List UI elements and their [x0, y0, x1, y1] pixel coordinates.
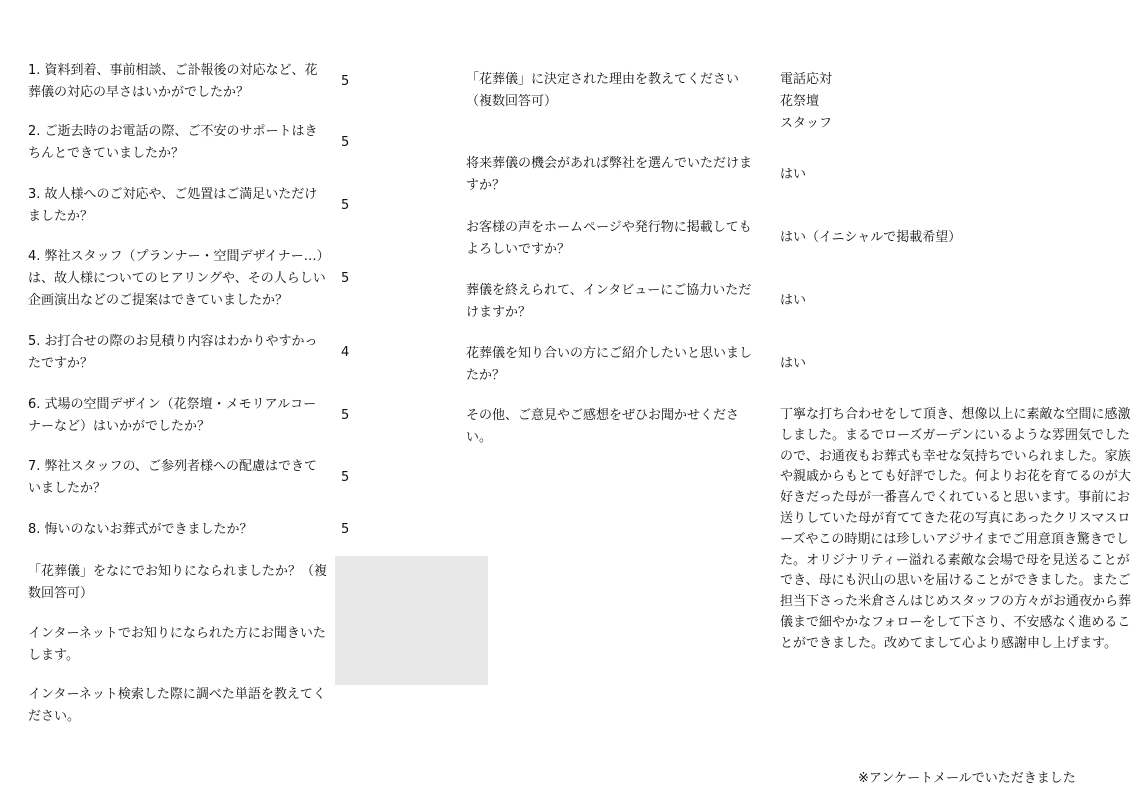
gray-placeholder-box — [335, 556, 488, 685]
question-4: 4. 弊社スタッフ（プランナー・空間デザイナー…）は、故人様についてのヒアリングや、その人らしい企画演出などのご提案はできていましたか？ — [28, 249, 326, 308]
question-5: 5. お打合せの際のお見積り内容はわかりやすかったですか？ — [28, 334, 318, 371]
score-4: 5 — [341, 271, 350, 286]
answer-comments: 丁寧な打ち合わせをして頂き、想像以上に素敵な空間に感激しました。まるでローズガーデンにいるような雰囲気でしたので、お通夜もお葬式も幸せな気持ちでいられました。家族や親戚からもとても好評でした。何よりお花を育てるのが大好きだった母が一番喜んでくれていると思います。事前にお送りしていた母が育ててきた花の写真にあったクリスマスローズやこの時期には珍しいアジサイまでご用意頂き驚きでした。オリジナリティー溢れる素敵な会場で母を見送ることができ、母にも沢山の思いを届けることができました。またご担当下さった米倉さんはじめスタッフの方々がお通夜から葬儀まで細やかなフォローをして下さり、不安感なく進めることができました。改めてまして心より感謝申し上げます。 — [780, 407, 1132, 651]
question-8: 8. 悔いのないお葬式ができましたか？ — [28, 522, 253, 537]
score-2: 5 — [341, 135, 350, 150]
question-1: 1. 資料到着、事前相談、ご訃報後の対応など、花葬儀の対応の早さはいかがでしたか？ — [28, 63, 318, 100]
answer-publish-permission: はい（イニシャルで掲載希望） — [780, 230, 962, 245]
footer-note: ※アンケートメールでいただきました — [858, 771, 1076, 786]
score-7: 5 — [341, 470, 350, 485]
answer-future-choice: はい — [780, 167, 807, 182]
question-referral: 花葬儀を知り合いの方にご紹介したいと思いましたか？ — [466, 346, 753, 383]
question-how-known: 「花葬儀」をなにでお知りになられましたか？（複数回答可） — [28, 564, 328, 601]
score-1: 5 — [341, 74, 350, 89]
answer-interview: はい — [780, 293, 807, 308]
question-3: 3. 故人様へのご対応や、ご処置はご満足いただけましたか？ — [28, 187, 318, 224]
answer-reason: 電話応対 花祭壇 スタッフ — [780, 72, 833, 131]
question-search-terms: インターネット検索した際に調べた単語を教えてください。 — [28, 687, 326, 724]
question-internet-intro: インターネットでお知りになられた方にお聞きいたします。 — [28, 626, 326, 663]
question-interview: 葬儀を終えられて、インタビューにご協力いただけますか？ — [466, 283, 752, 320]
question-publish-permission: お客様の声をホームページや発行物に掲載してもよろしいですか？ — [466, 220, 752, 257]
question-reason: 「花葬儀」に決定された理由を教えてください（複数回答可） — [466, 72, 740, 109]
question-2: 2. ご逝去時のお電話の際、ご不安のサポートはきちんとできていましたか？ — [28, 124, 318, 161]
question-future-choice: 将来葬儀の機会があれば弊社を選んでいただけますか？ — [466, 156, 753, 193]
question-comments: その他、ご意見やご感想をぜひお聞かせください。 — [466, 408, 740, 445]
answer-referral: はい — [780, 356, 807, 371]
question-7: 7. 弊社スタッフの、ご参列者様への配慮はできていましたか？ — [28, 459, 318, 496]
score-6: 5 — [341, 408, 350, 423]
score-5: 4 — [341, 345, 350, 360]
score-8: 5 — [341, 522, 350, 537]
question-6: 6. 式場の空間デザイン（花祭壇・メモリアルコーナーなど）はいかがでしたか？ — [28, 397, 317, 434]
score-3: 5 — [341, 198, 350, 213]
